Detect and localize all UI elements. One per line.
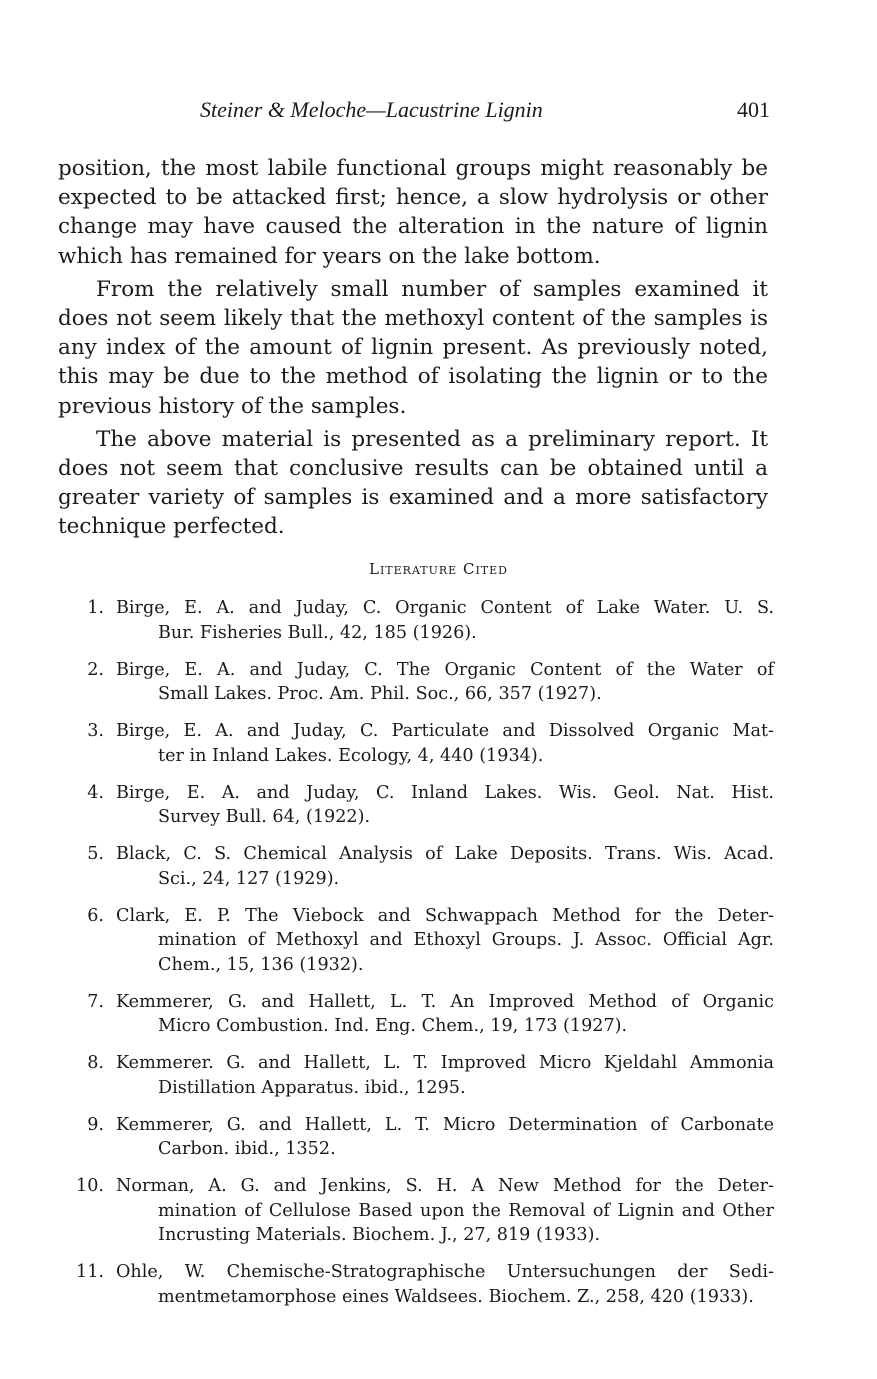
literature-cited-heading: Literature Cited (369, 560, 508, 578)
reference-number: 1. (87, 598, 104, 618)
reference-continuation: Bur. Fisheries Bull., 42, 185 (1926). (158, 622, 477, 643)
paragraph: position, the most labile functional groups might reasonably be expected to be attacked first; hence, a slow hydrolysis or other change may have caused the alteration in the nature of lignin which has remained for years on the lake bottom. (58, 156, 768, 269)
page-number: 401 (737, 97, 770, 122)
reference-item (58, 1260, 774, 1309)
reference-number: 10. (76, 1176, 104, 1196)
reference-number: 2. (87, 659, 104, 680)
reference-first-line: Norman, A. G. and Jenkins, S. H. A New Method for the Deter- (116, 1176, 774, 1196)
reference-continuation: ter in Inland Lakes. Ecology, 4, 440 (1934). (158, 745, 544, 766)
reference-item (58, 658, 774, 707)
page-header (200, 92, 770, 128)
reference-number: 7. (87, 991, 104, 1012)
reference-first-line: Birge, E. A. and Juday, C. Organic Content of Lake Water. U. S. (116, 598, 774, 618)
reference-continuation: mentmetamorphose eines Waldsees. Biochem. Z., 258, 420 (1933). (158, 1286, 754, 1307)
reference-continuation: Carbon. ibid., 1352. (158, 1139, 336, 1159)
reference-continuation: Survey Bull. 64, (1922). (158, 807, 371, 827)
reference-continuation: Distillation Apparatus. ibid., 1295. (158, 1077, 466, 1098)
reference-first-line: Black, C. S. Chemical Analysis of Lake Deposits. Trans. Wis. Acad. (116, 844, 774, 864)
reference-first-line: Kemmerer, G. and Hallett, L. T. An Improved Method of Organic (116, 991, 774, 1012)
reference-number: 5. (87, 844, 104, 864)
reference-item (58, 781, 774, 830)
reference-number: 6. (87, 905, 104, 926)
reference-continuation: Small Lakes. Proc. Am. Phil. Soc., 66, 357 (1927). (158, 684, 602, 704)
reference-number: 9. (87, 1114, 104, 1135)
paragraph: The above material is presented as a preliminary report. It does not seem that conclusive results can be obtained until a greater variety of samples is examined and a more satisfactory technique perfected. (58, 426, 768, 540)
reference-continuation: mination of Methoxyl and Ethoxyl Groups. J. Assoc. Official Agr. Chem., 15, 136 (1932). (158, 930, 774, 975)
reference-item (58, 596, 774, 645)
body-text (58, 154, 768, 546)
reference-continuation: Sci., 24, 127 (1929). (158, 868, 340, 889)
running-title: Steiner & Meloche—Lacustrine Lignin (200, 97, 543, 122)
reference-continuation: mination of Cellulose Based upon the Removal of Lignin and Other Incrusting Materials. Biochem. J., 27, 819 (1933). (158, 1200, 774, 1245)
reference-first-line: Ohle, W. Chemische-Stratographische Untersuchungen der Sedi- (116, 1262, 774, 1282)
reference-item (58, 1174, 774, 1248)
reference-number: 4. (87, 782, 104, 803)
reference-first-line: Birge, E. A. and Juday, C. Particulate and Dissolved Organic Mat- (116, 721, 774, 741)
reference-continuation: Micro Combustion. Ind. Eng. Chem., 19, 173 (1927). (158, 1016, 628, 1036)
reference-item (58, 1051, 774, 1100)
reference-first-line: Clark, E. P. The Viebock and Schwappach Method for the Deter- (116, 905, 774, 926)
reference-item (58, 719, 774, 768)
reference-first-line: Kemmerer, G. and Hallett, L. T. Micro Determination of Carbonate (116, 1114, 774, 1135)
reference-number: 11. (76, 1262, 104, 1282)
reference-list (58, 596, 774, 1322)
reference-first-line: Kemmerer. G. and Hallett, L. T. Improved Micro Kjeldahl Ammonia (116, 1053, 774, 1073)
paragraph: From the relatively small number of samples examined it does not seem likely that the methoxyl content of the samples is any index of the amount of lignin present. As previously noted, this may be due to the method of isolating the lignin or to the previous history of the samples. (58, 276, 768, 419)
reference-number: 3. (87, 721, 104, 741)
reference-item (58, 904, 774, 978)
reference-item (58, 842, 774, 891)
reference-number: 8. (87, 1053, 104, 1073)
reference-item (58, 1113, 774, 1162)
reference-first-line: Birge, E. A. and Juday, C. The Organic Content of the Water of (116, 659, 774, 680)
reference-item (58, 990, 774, 1039)
reference-first-line: Birge, E. A. and Juday, C. Inland Lakes. Wis. Geol. Nat. Hist. (116, 782, 774, 803)
